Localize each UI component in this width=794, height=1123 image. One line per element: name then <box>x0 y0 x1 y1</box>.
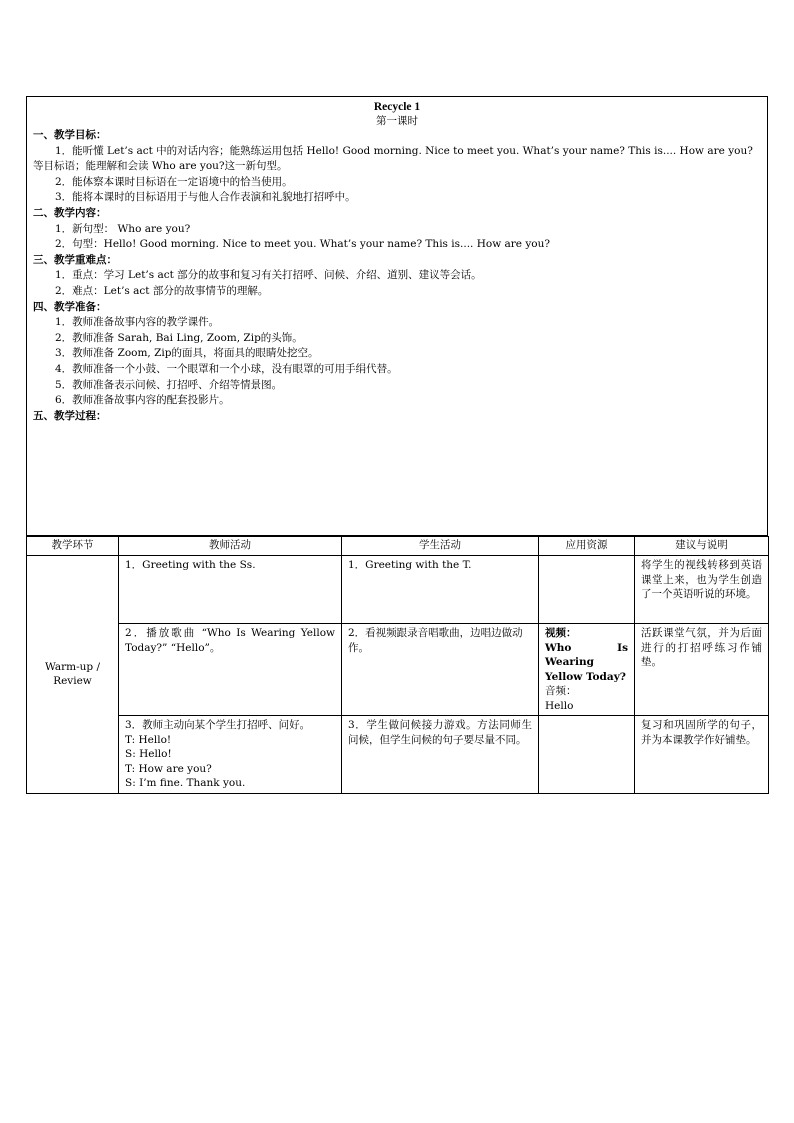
preparation-item-1: 1．教师准备故事内容的教学课件。 <box>55 316 220 329</box>
dialog-line: T: How are you? <box>125 762 212 775</box>
document-title: Recycle 1 <box>373 101 421 113</box>
lesson-plan-page <box>26 96 768 794</box>
preparation-item-2: 2．教师准备 Sarah, Bai Ling, Zoom, Zip的头饰。 <box>55 331 303 344</box>
header-resources: 应用资源 <box>539 537 635 556</box>
preparation-item-4: 4．教师准备一个小鼓、一个眼罩和一个小球，没有眼罩的可用手绢代替。 <box>55 362 398 375</box>
key-point-item-1: 1．重点：学习 Let’s act 部分的故事和复习有关打招呼、问候、介绍、道别、建议等会话。 <box>55 269 482 282</box>
notes-cell: 活跃课堂气氛，并为后面进行的打招呼练习作铺垫。 <box>635 624 769 716</box>
teacher-activity-cell: 1．Greeting with the Ss. <box>119 556 342 624</box>
dialog-line: S: Hello! <box>125 748 172 760</box>
student-activity-cell: 3．学生做问候接力游戏。方法同师生问候，但学生问候的句子要尽量不同。 <box>342 716 539 794</box>
objective-item-3: 3．能将本课时的目标语用于与他人合作表演和礼貌地打招呼中。 <box>55 191 356 204</box>
content-item-1: 1．新句型： Who are you? <box>55 222 191 235</box>
preparation-item-6: 6．教师准备故事内容的配套投影片。 <box>55 394 230 407</box>
resources-cell <box>539 556 635 624</box>
notes-cell: 复习和巩固所学的句子，并为本课教学作好铺垫。 <box>635 716 769 794</box>
process-heading: 五、教学过程： <box>33 409 107 422</box>
video-title-word: Is <box>617 641 628 654</box>
resources-cell <box>539 624 635 716</box>
video-title-line-3: Yellow Today? <box>545 670 626 683</box>
notes-cell: 将学生的视线转移到英语课堂上来，也为学生创造了一个英语听说的环境。 <box>635 556 769 624</box>
student-activity-cell: 1．Greeting with the T. <box>342 556 539 624</box>
lesson-overview-box <box>26 96 768 536</box>
stage-cell: Warm-up / Review <box>27 556 119 794</box>
audio-title: Hello <box>545 699 574 712</box>
dialog-line: S: I’m fine. Thank you. <box>125 777 246 789</box>
teacher-intro: 3．教师主动向某个学生打招呼、问好。 <box>125 719 311 731</box>
dialog-line: T: Hello! <box>125 733 172 746</box>
preparation-item-3: 3．教师准备 Zoom, Zip的面具，将面具的眼睛处挖空。 <box>55 347 319 360</box>
student-activity-cell: 2．看视频跟录音唱歌曲，边唱边做动作。 <box>342 624 539 716</box>
teaching-process-table <box>26 536 769 794</box>
table-row <box>27 556 769 624</box>
document-subtitle: 第一课时 <box>376 115 418 127</box>
objectives-heading: 一、教学目标： <box>33 129 107 141</box>
header-teacher-activity: 教师活动 <box>119 537 342 556</box>
table-row <box>27 716 769 794</box>
video-title-word: Who <box>545 641 572 654</box>
video-label: 视频： <box>545 627 577 639</box>
content-item-2: 2．句型：Hello! Good morning. Nice to meet you. What’s your name? This is.... How are you? <box>55 238 550 251</box>
header-student-activity: 学生活动 <box>342 537 539 556</box>
table-row <box>27 624 769 716</box>
content-heading: 二、教学内容： <box>33 206 107 219</box>
table-header-row <box>27 537 769 556</box>
key-points-heading: 三、教学重难点： <box>33 253 117 266</box>
teacher-activity-cell: 2．播放歌曲 “Who Is Wearing Yellow Today?” “Hello”。 <box>119 624 342 716</box>
preparation-heading: 四、教学准备： <box>33 300 107 313</box>
objective-item-1: 1．能听懂 Let’s act 中的对话内容；能熟练运用包括 Hello! Good morning. Nice to meet you. What’s your name? This is.... How are you? 等目标语；能理解和会读 Who are you?这一新句型。 <box>33 144 753 173</box>
video-title-line-2: Wearing <box>545 656 594 668</box>
audio-label: 音频： <box>545 685 577 697</box>
objective-item-2: 2．能体察本课时目标语在一定语境中的恰当使用。 <box>55 175 293 188</box>
key-point-item-2: 2．难点：Let’s act 部分的故事情节的理解。 <box>55 284 269 297</box>
preparation-item-5: 5．教师准备表示问候、打招呼、介绍等情景图。 <box>55 378 283 391</box>
header-notes: 建议与说明 <box>635 537 769 556</box>
teacher-activity-cell <box>119 716 342 794</box>
header-stage: 教学环节 <box>27 537 119 556</box>
video-title-line-1 <box>545 641 628 656</box>
resources-cell <box>539 716 635 794</box>
